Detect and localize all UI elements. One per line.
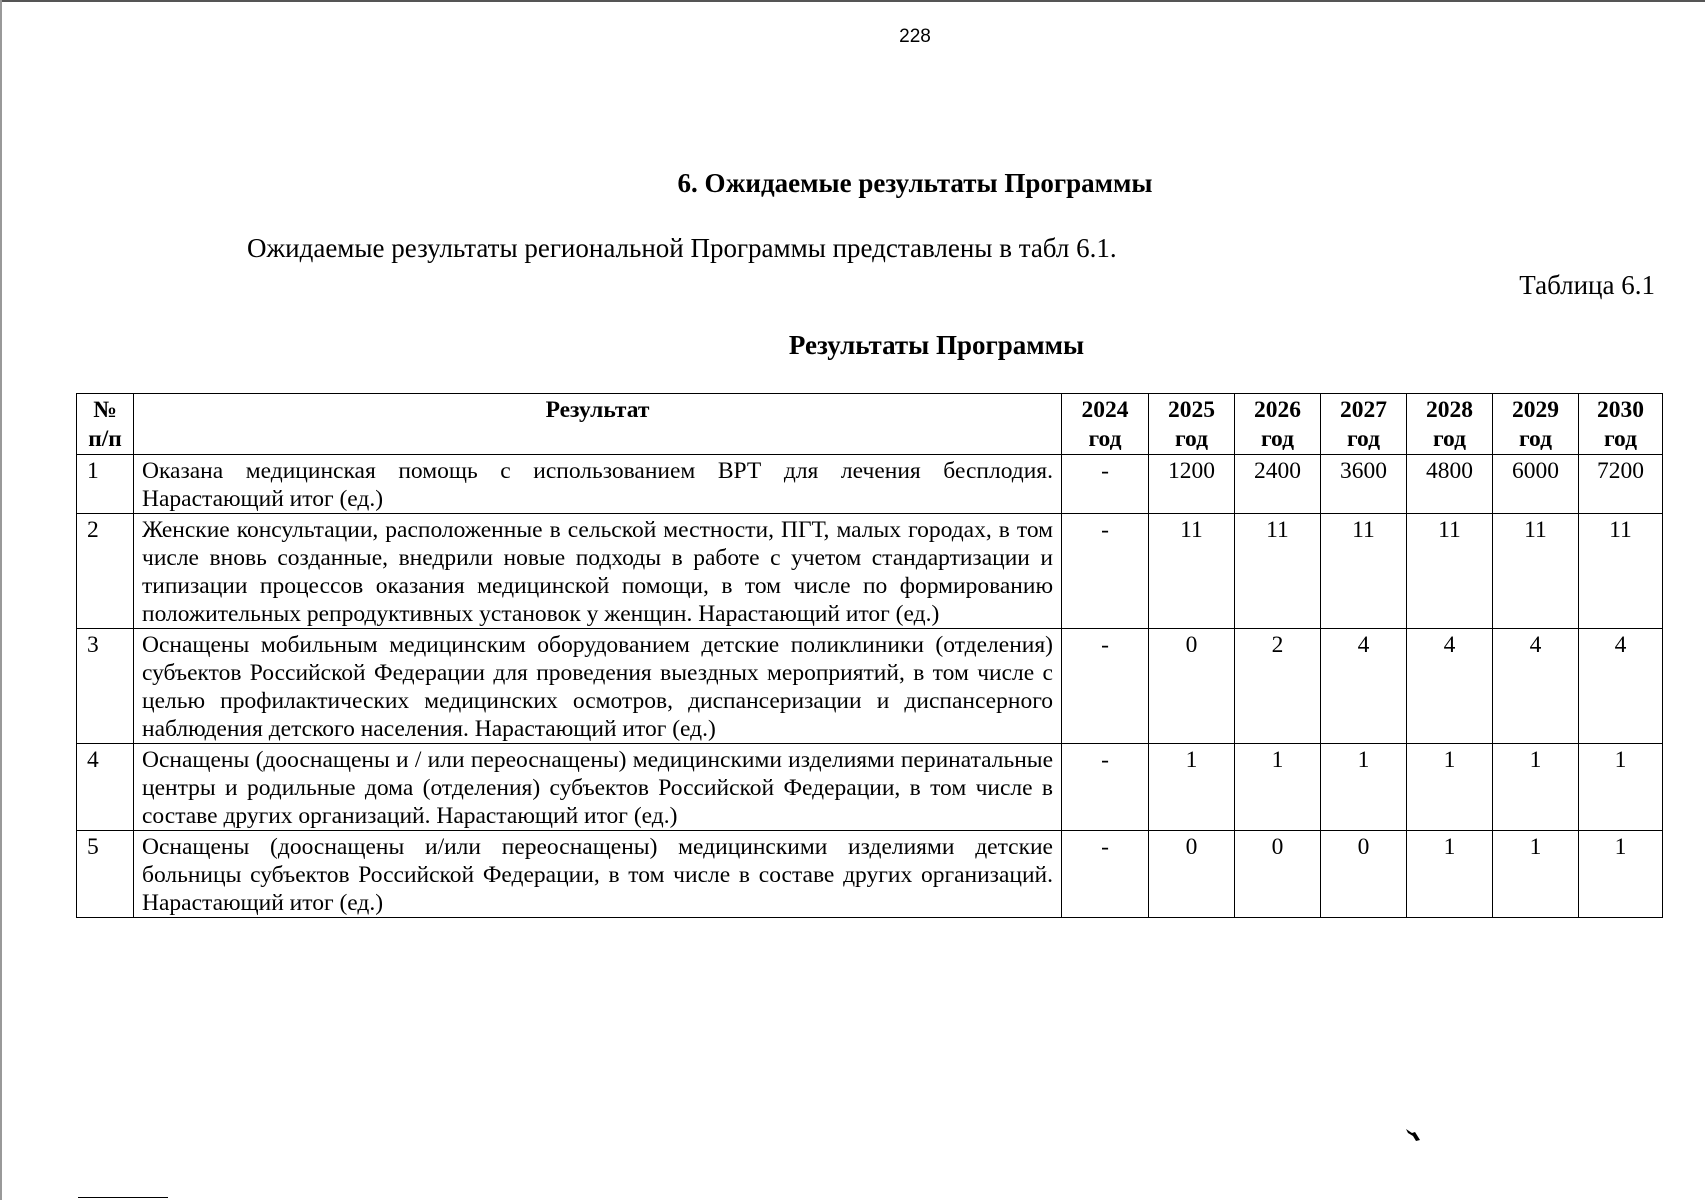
row-result: Оснащены мобильным медицинским оборудованием детские поликлиники (отделения) субъектов Российской Федерации для проведения выездных мероприятий, в том числе с целью профилактических медицинских осмотров, диспансеризации и диспансерного наблюдения детского населения. Нарастающий итог (ед.): [134, 629, 1062, 744]
header-year-2028: [1407, 394, 1493, 455]
row-value: 0: [1149, 831, 1235, 918]
row-value: 11: [1493, 514, 1579, 629]
row-value: 1: [1235, 744, 1321, 831]
row-value: 4800: [1407, 455, 1493, 514]
header-year-2030: [1579, 394, 1663, 455]
table-row: [77, 629, 1663, 744]
footnote-line: [78, 1197, 168, 1198]
year-label: 2028: [1426, 397, 1473, 423]
page-number: 228: [899, 26, 931, 47]
row-num: 5: [77, 831, 134, 918]
year-unit: год: [1088, 426, 1122, 452]
row-value: 1200: [1149, 455, 1235, 514]
results-table: [76, 393, 1663, 918]
scan-speck-mark: [1405, 1128, 1421, 1142]
row-result: Оснащены (дооснащены и/или переоснащены) медицинскими изделиями детские больницы субъектов Российской Федерации, в том числе в составе других организаций. Нарастающий итог (ед.): [134, 831, 1062, 918]
header-num: № п/п: [77, 394, 134, 455]
year-label: 2027: [1340, 397, 1387, 423]
row-value: 4: [1579, 629, 1663, 744]
year-label: 2030: [1597, 397, 1644, 423]
row-value: 11: [1149, 514, 1235, 629]
row-value: 0: [1321, 831, 1407, 918]
intro-text: Ожидаемые результаты региональной Программы представлены в табл 6.1.: [247, 233, 1117, 263]
row-value: 4: [1493, 629, 1579, 744]
section-title: 6. Ожидаемые результаты Программы: [677, 168, 1153, 198]
row-result: Женские консультации, расположенные в сельской местности, ПГТ, малых городах, в том числе вновь созданные, внедрили новые подходы в работе с учетом стандартизации и типизации процессов оказания медицинской помощи, в том числе по формированию положительных репродуктивных установок у женщин. Нарастающий итог (ед.): [134, 514, 1062, 629]
year-label: 2025: [1168, 397, 1215, 423]
table-header-row: [77, 394, 1663, 455]
table-row: [77, 744, 1663, 831]
row-value: 11: [1235, 514, 1321, 629]
table-row: [77, 455, 1663, 514]
header-year-2024: [1062, 394, 1149, 455]
row-value: 4: [1321, 629, 1407, 744]
year-unit: год: [1518, 426, 1553, 452]
row-value: 1: [1321, 744, 1407, 831]
page-border-top: [0, 0, 1705, 2]
row-value: -: [1062, 831, 1149, 918]
year-unit: год: [1174, 426, 1209, 452]
year-unit: год: [1346, 426, 1381, 452]
row-value: 7200: [1579, 455, 1663, 514]
row-value: 1: [1407, 831, 1493, 918]
year-unit: год: [1260, 426, 1295, 452]
year-unit: год: [1432, 426, 1467, 452]
row-num: 3: [77, 629, 134, 744]
row-value: -: [1062, 744, 1149, 831]
year-label: 2029: [1512, 397, 1559, 423]
row-num: 1: [77, 455, 134, 514]
row-value: 1: [1493, 831, 1579, 918]
row-num: 4: [77, 744, 134, 831]
row-num: 2: [77, 514, 134, 629]
year-label: 2024: [1081, 397, 1129, 423]
row-value: -: [1062, 514, 1149, 629]
row-value: 1: [1149, 744, 1235, 831]
table-number: Таблица 6.1: [1519, 270, 1655, 300]
row-value: 1: [1579, 831, 1663, 918]
row-value: 11: [1407, 514, 1493, 629]
header-year-2029: [1493, 394, 1579, 455]
table-title: Результаты Программы: [788, 330, 1085, 360]
row-value: -: [1062, 455, 1149, 514]
row-value: 2: [1235, 629, 1321, 744]
row-value: 3600: [1321, 455, 1407, 514]
row-value: 1: [1579, 744, 1663, 831]
header-year-2027: [1321, 394, 1407, 455]
header-year-2026: [1235, 394, 1321, 455]
row-result: Оснащены (дооснащены и / или переоснащены) медицинскими изделиями перинатальные центры и родильные дома (отделения) субъектов Российской Федерации, в том числе в составе других организаций. Нарастающий итог (ед.): [134, 744, 1062, 831]
row-value: -: [1062, 629, 1149, 744]
row-value: 1: [1407, 744, 1493, 831]
row-value: 2400: [1235, 455, 1321, 514]
row-value: 1: [1493, 744, 1579, 831]
row-value: 11: [1321, 514, 1407, 629]
row-result: Оказана медицинская помощь с использованием ВРТ для лечения бесплодия. Нарастающий итог (ед.): [134, 455, 1062, 514]
row-value: 11: [1579, 514, 1663, 629]
header-result: Результат: [134, 394, 1062, 455]
row-value: 0: [1235, 831, 1321, 918]
year-unit: год: [1603, 426, 1638, 452]
row-value: 4: [1407, 629, 1493, 744]
row-value: 6000: [1493, 455, 1579, 514]
year-label: 2026: [1254, 397, 1301, 423]
table-row: [77, 514, 1663, 629]
row-value: 0: [1149, 629, 1235, 744]
table-row: [77, 831, 1663, 918]
header-year-2025: [1149, 394, 1235, 455]
